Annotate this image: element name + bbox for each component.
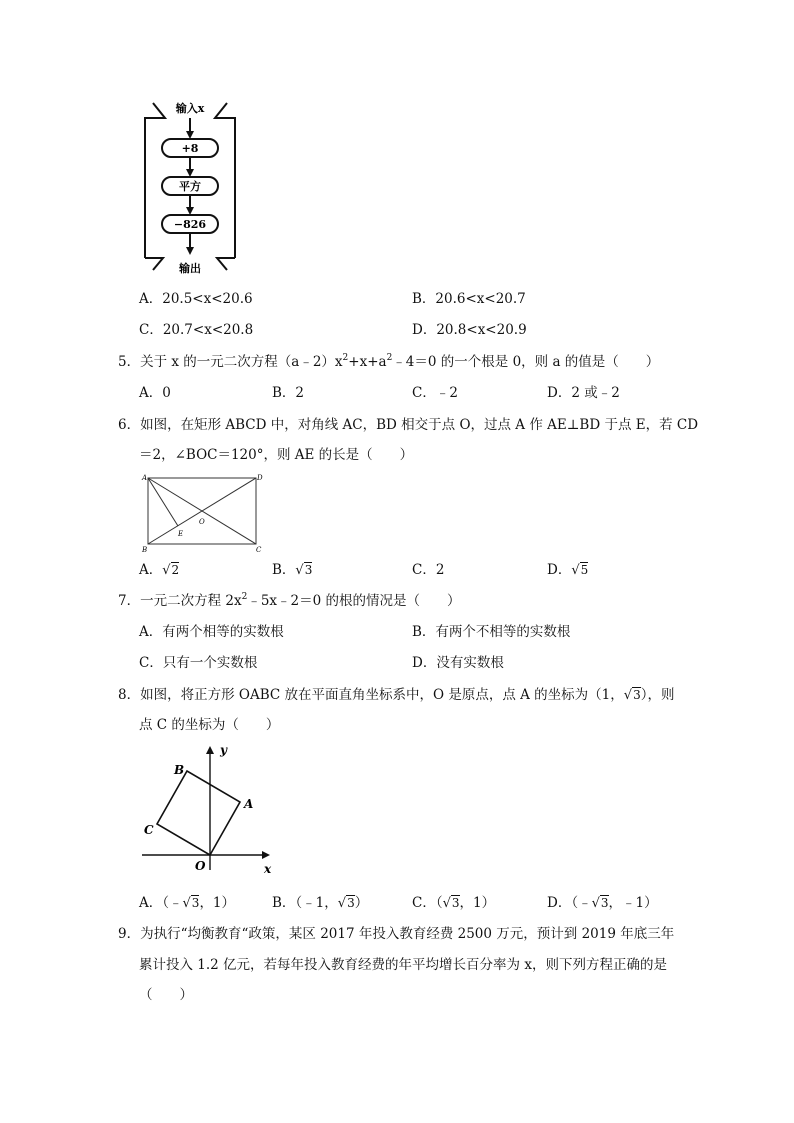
q4-option-c: C．20.7<x<20.8 [139,322,254,338]
q6-option-b-label: B． [272,562,296,578]
q4-option-a: A．20.5<x<20.6 [139,291,253,307]
q5-text-a: 关于 x 的一元二次方程（a﹣2）x [140,354,343,370]
flowchart-step2: 平方 [179,180,201,193]
q9-number: 9． [118,926,141,942]
q5-stem [118,352,659,372]
q8-label-o: O [195,859,206,873]
q6-option-b-sqrt: √3 [295,563,313,578]
q6-label-e: E [178,530,184,538]
q9-line1: 为执行“均衡教育“政策，某区 2017 年投入教育经费 2500 万元，预计到 2019 年底三年 [140,926,675,942]
q8-label-b: B [174,763,185,777]
q8-option-d-radicand: 3 [600,896,609,910]
q8-line1-sqrt: √3 [623,688,641,703]
q6-option-a-label: A． [139,562,163,578]
q8-stem-line1 [118,685,674,706]
q4-option-d: D．20.8<x<20.9 [412,322,527,338]
flowchart-step3: −826 [173,218,207,231]
q6-option-d-sqrt: √5 [571,563,589,578]
q7-stem [118,591,461,611]
q5-option-b: B．2 [272,385,305,401]
q4-option-b: B．20.6<x<20.7 [412,291,526,307]
q8-line1-radicand: 3 [633,688,641,702]
q6-option-c: C．2 [412,562,445,578]
q8-line1b: ），则 [640,687,675,703]
q6-option-a-radicand: 2 [171,563,180,577]
q9-stem-line3: （ ） [139,987,193,1003]
q7-exp: 2 [241,592,248,602]
q7-text-a: 一元二次方程 2x [140,593,242,609]
q8-option-b-sqrt: √3 [337,896,355,911]
q5-exp-2: 2 [386,353,393,363]
q8-label-x: x [264,862,272,876]
q7-option-c: C．只有一个实数根 [139,655,258,671]
q8-option-a-pre: A．（﹣ [139,895,183,911]
flowchart-output-label: 输出 [179,262,201,275]
flowchart-input-label: 输入x [175,102,205,115]
q8-option-d-sqrt: √3 [591,896,609,911]
q5-option-c: C．﹣2 [412,385,458,401]
q8-option-b-radicand: 3 [347,896,355,910]
q8-option-c [412,893,495,914]
q6-option-a-sqrt: √2 [162,563,180,578]
q8-option-a [139,893,235,914]
q5-number: 5． [118,354,141,370]
q6-label-d: D [257,474,263,482]
q7-option-b: B．有两个不相等的实数根 [412,624,571,640]
q8-label-a: A [244,797,254,811]
q7-number: 7． [118,593,141,609]
q5-option-a: A．0 [139,385,171,401]
flowchart-step1: +8 [181,142,199,155]
q6-option-d [547,560,588,581]
q8-option-a-post: ，1） [199,895,236,911]
q8-option-c-sqrt: √3 [442,896,460,911]
q5-exp-1: 2 [342,353,349,363]
q9-stem-line1 [118,924,674,944]
q6-option-b-radicand: 3 [304,563,313,577]
q8-number: 8． [118,687,141,703]
q8-option-a-sqrt: √3 [182,896,200,911]
q6-number: 6． [118,417,141,433]
q6-stem-line2: ＝2，∠BOC＝120°，则 AE 的长是（ ） [139,447,414,463]
q9-stem-line2: 累计投入 1.2 亿元，若每年投入教育经费的年平均增长百分率为 x，则下列方程正确的是 [139,957,667,973]
q8-coordinate-figure [140,742,280,877]
q7-option-a: A．有两个相等的实数根 [139,624,284,640]
q8-option-d-post: ，﹣1） [608,895,658,911]
q6-label-c: C [256,546,262,554]
q6-stem-line1 [118,415,698,435]
q5-text-c: ﹣4＝0 的一个根是 0，则 a 的值是（ ） [392,354,660,370]
q8-option-d [547,893,658,914]
q8-option-b [272,893,368,914]
q8-option-c-post: ，1） [459,895,496,911]
q6-label-b: B [142,546,148,554]
q6-option-b [272,560,312,581]
q7-option-d: D．没有实数根 [412,655,504,671]
q8-option-d-pre: D．（﹣ [547,895,592,911]
q6-option-d-label: D． [547,562,572,578]
q5-text-b: +x+a [348,354,387,370]
q8-option-a-radicand: 3 [191,896,200,910]
q8-option-b-pre: B．（﹣1， [272,895,338,911]
q7-text-b: ﹣5x﹣2＝0 的根的情况是（ ） [247,593,461,609]
q8-line1a: 如图，将正方形 OABC 放在平面直角坐标系中，O 是原点，点 A 的坐标为（1， [140,687,624,703]
q8-label-y: y [220,743,227,757]
flowchart-figure [135,98,245,278]
q8-stem-line2: 点 C 的坐标为（ ） [139,717,280,733]
q8-option-c-pre: C．（ [412,895,443,911]
q8-label-c: C [144,823,154,837]
q5-option-d: D．2 或﹣2 [547,385,620,401]
q6-option-a [139,560,179,581]
q8-option-c-radicand: 3 [451,896,460,910]
q6-option-d-radicand: 5 [580,563,589,577]
q8-option-b-post: ） [354,895,369,911]
q6-label-o: O [199,518,205,526]
q6-label-a: A [142,474,148,482]
q6-line1: 如图，在矩形 ABCD 中，对角线 AC，BD 相交于点 O，过点 A 作 AE⊥BD 于点 E，若 CD [140,417,699,433]
q6-rectangle-figure [140,472,265,554]
